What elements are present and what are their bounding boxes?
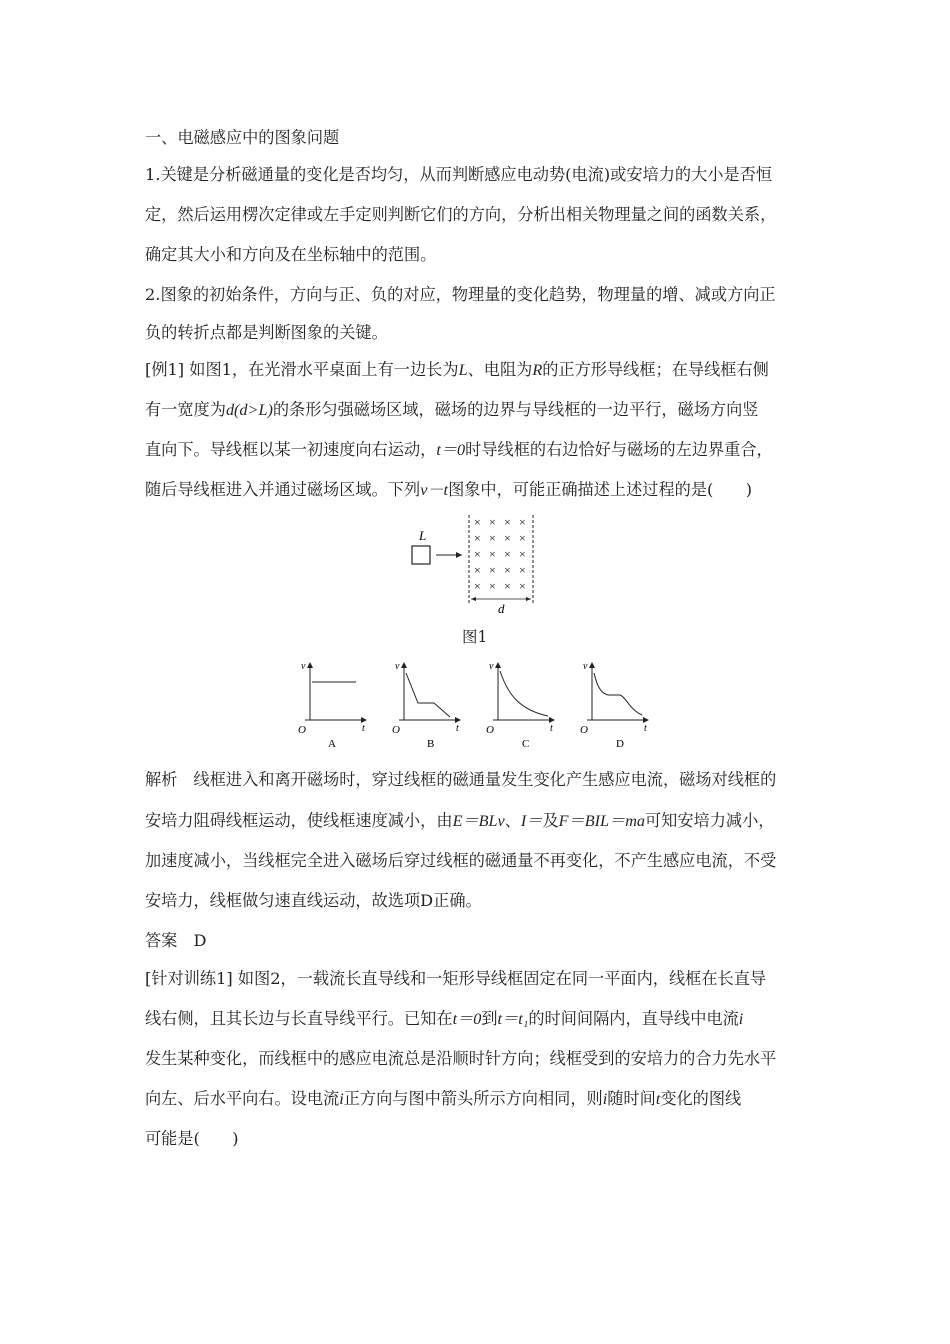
paragraph-line: 负的转折点都是判断图象的关键。 (145, 323, 388, 342)
paragraph-line: 1.关键是分析磁通量的变化是否均匀，从而判断感应电动势(电流)或安培力的大小是否恒 (145, 165, 773, 184)
training-line (145, 1089, 741, 1109)
symbol-d: d(d>L) (225, 401, 273, 419)
axis-t: t (550, 723, 553, 734)
axis-t: t (644, 723, 647, 734)
text: 、 (504, 811, 521, 830)
origin: O (392, 724, 400, 736)
axis-v: v (395, 661, 400, 672)
axis-t: t (456, 723, 459, 734)
field-cross: × (519, 531, 526, 545)
magnetic-field-crosses (474, 515, 526, 593)
symbol-t: t (655, 1090, 661, 1108)
text: 的条形匀强磁场区域，磁场的边界与导线框的一边平行，磁场方向竖 (272, 400, 759, 419)
symbol-R: R (532, 361, 543, 379)
training-line (145, 1009, 743, 1029)
text: 向左、后水平向右。设电流 (145, 1089, 340, 1108)
example-line (145, 400, 758, 420)
field-cross: × (504, 515, 511, 529)
text: 直向下。导线框以某一初速度向右运动， (145, 440, 437, 459)
origin: O (486, 724, 494, 736)
text: 、电阻为 (467, 360, 533, 379)
field-cross: × (474, 515, 481, 529)
text: [例1] 如图1，在光滑水平桌面上有一边长为 (145, 360, 459, 379)
symbol-t0: t＝0 (452, 1010, 482, 1028)
curve-b (406, 673, 450, 717)
field-cross: × (474, 531, 481, 545)
square-frame (412, 546, 430, 564)
origin: O (298, 724, 306, 736)
field-cross: × (489, 563, 496, 577)
text: 可知安培力减小， (645, 811, 775, 830)
graph-b (392, 661, 460, 750)
symbol-i: i (738, 1010, 744, 1028)
text: 到 (481, 1009, 498, 1028)
analysis-line: 安培力，线框做匀速直线运动，故选项D正确。 (145, 891, 482, 910)
field-cross: × (504, 563, 511, 577)
width-arrow-left (471, 597, 476, 601)
label-d: d (498, 601, 505, 615)
field-cross: × (519, 563, 526, 577)
symbol-vt: v－t (420, 481, 449, 499)
text: 随后导线框进入并通过磁场区域。下列 (145, 480, 421, 499)
analysis-line: 加速度减小，当线框完全进入磁场后穿过线框的磁通量不再变化，不产生感应电流，不受 (145, 851, 777, 870)
axis-v: v (489, 661, 494, 672)
graph-letter: B (427, 738, 435, 750)
text: 图象中，可能正确描述上述过程的是( ) (448, 480, 753, 499)
field-cross: × (504, 547, 511, 561)
equation: E＝BLv (452, 812, 505, 830)
text: 安培力阻碍线框运动，使线框速度减小，由 (145, 811, 453, 830)
graph-d (580, 661, 648, 750)
origin: O (580, 724, 588, 736)
curve-d (594, 673, 642, 715)
analysis-line (145, 811, 775, 831)
field-cross: × (519, 547, 526, 561)
equation: F＝BIL＝ma (558, 812, 645, 830)
graph-a (298, 661, 366, 750)
text: 线右侧，且其长边与长直导线平行。已知在 (145, 1009, 453, 1028)
section-title: 一、电磁感应中的图象问题 (145, 128, 340, 147)
answer-line: 答案 D (145, 931, 207, 950)
width-arrow-right (526, 597, 531, 601)
arrow-head (456, 552, 462, 558)
field-cross: × (489, 579, 496, 593)
analysis-line: 解析 线框进入和离开磁场时，穿过线框的磁通量发生变化产生感应电流，磁场对线框的 (145, 770, 777, 789)
text: 有一宽度为 (145, 400, 226, 419)
graph-letter: D (616, 738, 624, 750)
example-line (145, 480, 752, 500)
axis-t: t (362, 723, 365, 734)
axis-v: v (583, 661, 588, 672)
symbol-i: i (602, 1090, 608, 1108)
symbol-t0: t＝0 (436, 441, 466, 459)
field-cross: × (474, 547, 481, 561)
text: 的正方形导线框；在导线框右侧 (542, 360, 769, 379)
text: 随时间 (607, 1089, 656, 1108)
field-cross: × (474, 579, 481, 593)
curve-c (500, 671, 548, 716)
graph-c (486, 661, 554, 750)
field-cross: × (519, 515, 526, 529)
example-line (145, 440, 773, 460)
training-line: 可能是( ) (145, 1129, 239, 1148)
text: 变化的图线 (660, 1089, 742, 1108)
field-cross: × (504, 579, 511, 593)
text: 及 (542, 811, 559, 830)
training-line: [针对训练1] 如图2，一载流长直导线和一矩形导线框固定在同一平面内，线框在长直导 (145, 969, 767, 988)
example-line (145, 360, 769, 380)
paragraph-line: 确定其大小和方向及在坐标轴中的范围。 (145, 245, 437, 264)
paragraph-line: 2.图象的初始条件，方向与正、负的对应，物理量的变化趋势，物理量的增、减或方向正 (145, 285, 776, 304)
text: 的时间间隔内，直导线中电流 (528, 1009, 739, 1028)
axis-v: v (301, 661, 306, 672)
figure-1 (400, 510, 550, 615)
graph-letter: C (522, 738, 530, 750)
paragraph-line: 定，然后运用楞次定律或左手定则判断它们的方向，分析出相关物理量之间的函数关系， (145, 205, 777, 224)
symbol-i: i (339, 1090, 344, 1108)
field-cross: × (489, 515, 496, 529)
label-L: L (419, 528, 427, 543)
field-cross: × (489, 547, 496, 561)
field-cross: × (474, 563, 481, 577)
vt-graphs (290, 655, 670, 755)
symbol-t1: t＝t₁ (497, 1010, 529, 1028)
field-cross: × (504, 531, 511, 545)
training-line: 发生某种变化，而线框中的感应电流总是沿顺时针方向；线框受到的安培力的合力先水平 (145, 1049, 777, 1068)
text: 时导线框的右边恰好与磁场的左边界重合， (465, 440, 773, 459)
field-cross: × (489, 531, 496, 545)
field-cross: × (519, 579, 526, 593)
text: 正方向与图中箭头所示方向相同，则 (343, 1089, 603, 1108)
equation: I＝ (520, 812, 543, 830)
graph-letter: A (328, 738, 336, 750)
symbol-L: L (458, 361, 468, 379)
figure-1-caption: 图1 (462, 628, 488, 646)
